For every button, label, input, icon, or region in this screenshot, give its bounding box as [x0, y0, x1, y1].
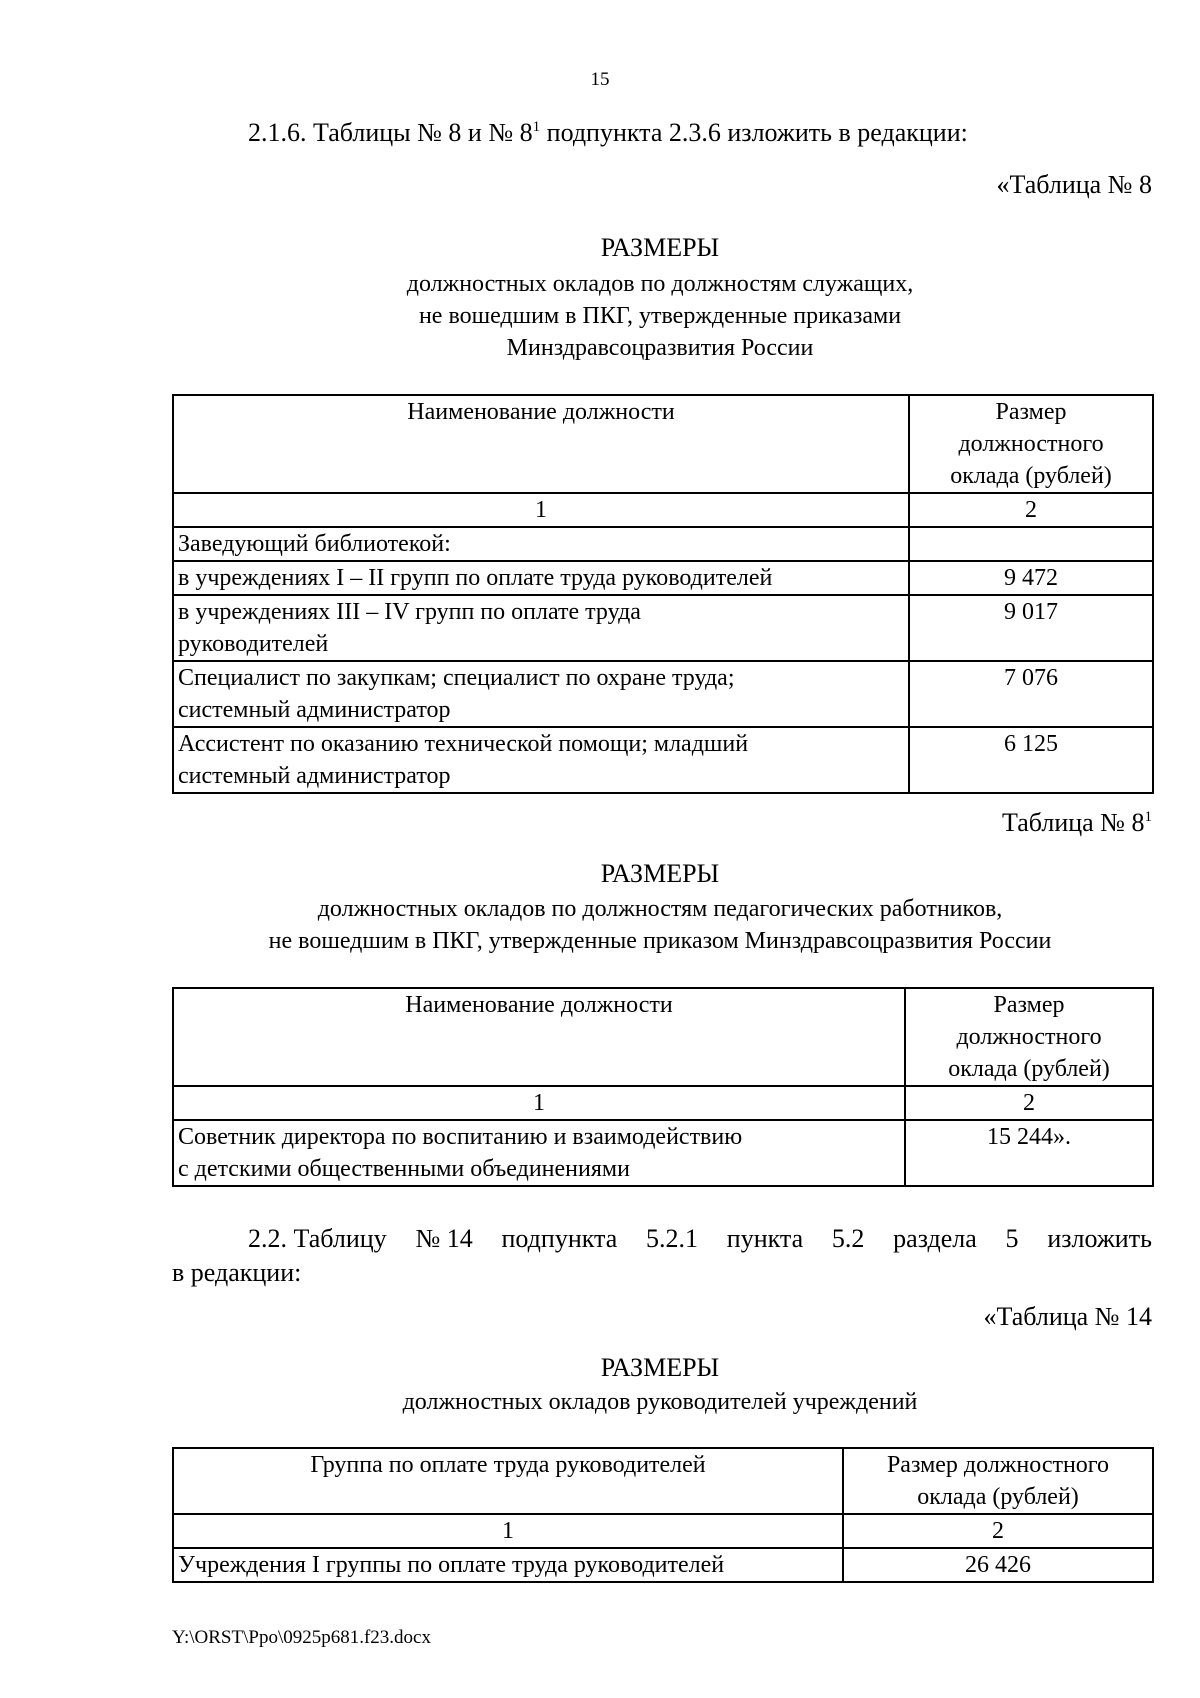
- table14-subheading: [160, 1386, 1160, 1418]
- section22-line1: [248, 1222, 1152, 1256]
- word: 5.2: [831, 1224, 865, 1253]
- position-name: Заведующий библиотекой:: [173, 527, 909, 561]
- subheading-line: не вошедшим в ПКГ, утвержденные приказами: [418, 303, 902, 329]
- name-line: руководителей: [178, 631, 329, 657]
- word: изложить: [1047, 1224, 1152, 1253]
- header-line: оклада (рублей): [950, 463, 1112, 489]
- name-line: Специалист по закупкам; специалист по охране труда;: [178, 665, 735, 691]
- header-salary: [905, 988, 1153, 1086]
- table8: [172, 394, 1154, 794]
- column-number: 1: [173, 1086, 905, 1120]
- table14-caption: «Таблица № 14: [983, 1302, 1152, 1331]
- column-number: 2: [909, 493, 1153, 527]
- header-position-name: Наименование должности: [173, 988, 905, 1086]
- intro-superscript: 1: [532, 119, 541, 135]
- intro-paragraph: [248, 116, 968, 150]
- salary-value: 9 472: [909, 561, 1153, 595]
- header-line: Размер: [993, 992, 1065, 1018]
- table8-heading: РАЗМЕРЫ: [600, 233, 720, 262]
- salary-value: 6 125: [909, 727, 1153, 793]
- intro-suffix: подпункта 2.3.6 изложить в редакции:: [540, 118, 968, 147]
- position-name: [173, 727, 909, 793]
- header-line: оклада (рублей): [917, 1484, 1079, 1510]
- word: 2.2. Таблицу: [248, 1224, 387, 1253]
- subheading-line: Минздравсоцразвития России: [506, 335, 814, 361]
- subheading-line: не вошедшим в ПКГ, утвержденные приказом Минздравсоцразвития России: [268, 928, 1052, 954]
- subheading-line: должностных окладов руководителей учреждений: [402, 1389, 918, 1415]
- caption-text: Таблица № 8: [1001, 808, 1145, 837]
- header-position-name: Наименование должности: [173, 395, 909, 493]
- position-name: в учреждениях I – II групп по оплате труда руководителей: [173, 561, 909, 595]
- salary-value: 9 017: [909, 595, 1153, 661]
- column-number: 2: [905, 1086, 1153, 1120]
- salary-value: [909, 527, 1153, 561]
- table81-heading: РАЗМЕРЫ: [600, 859, 720, 888]
- table14: [172, 1447, 1154, 1583]
- salary-value: 7 076: [909, 661, 1153, 727]
- salary-value: 26 426: [843, 1548, 1153, 1582]
- table-row: [173, 1548, 1153, 1582]
- table-row: [173, 727, 1153, 793]
- header-salary: [909, 395, 1153, 493]
- word: № 14: [415, 1224, 473, 1253]
- table81-caption: [600, 806, 1152, 840]
- table81: [172, 987, 1154, 1187]
- table14-heading: РАЗМЕРЫ: [600, 1353, 720, 1382]
- header-group: Группа по оплате труда руководителей: [173, 1448, 843, 1514]
- table-header-row: [173, 988, 1153, 1086]
- table8-caption: «Таблица № 8: [996, 170, 1152, 199]
- caption-superscript: 1: [1144, 809, 1152, 825]
- intro-prefix: 2.1.6. Таблицы № 8 и № 8: [248, 118, 533, 147]
- table-header-row: [173, 395, 1153, 493]
- header-salary: [843, 1448, 1153, 1514]
- column-number-row: [173, 1086, 1153, 1120]
- table-row: [173, 1120, 1153, 1186]
- column-number-row: [173, 493, 1153, 527]
- word: раздела: [893, 1224, 977, 1253]
- name-line: Советник директора по воспитанию и взаимодействию: [178, 1124, 743, 1150]
- table-header-row: [173, 1448, 1153, 1514]
- footer-file-path: Y:\ORST\Ppo\0925p681.f23.docx: [172, 1627, 431, 1648]
- salary-value: 15 244».: [905, 1120, 1153, 1186]
- table81-subheading: [160, 893, 1160, 957]
- group-name: Учреждения I группы по оплате труда руководителей: [173, 1548, 843, 1582]
- table-row: [173, 595, 1153, 661]
- table-row: [173, 561, 1153, 595]
- word: 5: [1005, 1224, 1019, 1253]
- word: 5.2.1: [646, 1224, 699, 1253]
- name-line: в учреждениях III – IV групп по оплате труда: [178, 599, 641, 625]
- header-line: Размер: [995, 399, 1067, 425]
- subheading-line: должностных окладов по должностям служащих,: [406, 271, 914, 297]
- header-line: оклада (рублей): [948, 1056, 1110, 1082]
- column-number-row: [173, 1514, 1153, 1548]
- table-row: [173, 527, 1153, 561]
- name-line: системный администратор: [178, 763, 451, 789]
- word: пункта: [726, 1224, 804, 1253]
- name-line: Ассистент по оказанию технической помощи; младший: [178, 731, 749, 757]
- column-number: 1: [173, 1514, 843, 1548]
- position-name: [173, 661, 909, 727]
- page-number: 15: [590, 69, 610, 90]
- section22-line2: в редакции:: [172, 1258, 302, 1287]
- position-name: [173, 1120, 905, 1186]
- table8-subheading: [160, 268, 1160, 364]
- word: подпункта: [501, 1224, 618, 1253]
- table-row: [173, 661, 1153, 727]
- column-number: 1: [173, 493, 909, 527]
- header-line: Размер должностного: [886, 1452, 1110, 1478]
- header-line: должностного: [956, 1024, 1102, 1050]
- name-line: с детскими общественными объединениями: [178, 1156, 630, 1182]
- position-name: [173, 595, 909, 661]
- column-number: 2: [843, 1514, 1153, 1548]
- header-line: должностного: [958, 431, 1104, 457]
- name-line: системный администратор: [178, 697, 451, 723]
- subheading-line: должностных окладов по должностям педагогических работников,: [317, 896, 1003, 922]
